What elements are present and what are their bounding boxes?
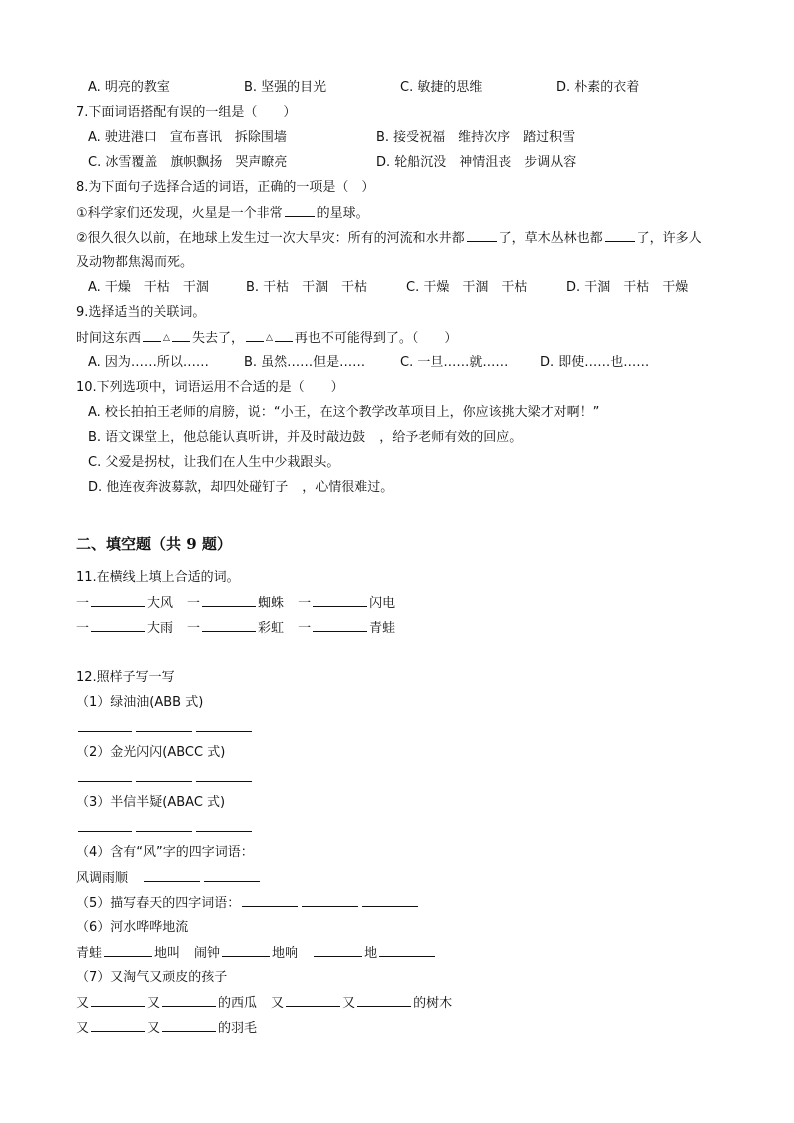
- q9-blank-2b[interactable]: [275, 329, 293, 342]
- answer-blank[interactable]: [196, 769, 252, 782]
- q11-blank[interactable]: [91, 619, 145, 632]
- q6-option-a: A. 明亮的教室: [88, 80, 170, 95]
- q11-row-2: [76, 619, 395, 638]
- q8-sentence-2: [76, 229, 702, 248]
- q12-part-3: （3）半信半疑(ABAC 式): [76, 795, 226, 810]
- q12-part-7: （7）又淘气又顽皮的孩子: [76, 970, 228, 985]
- q11-blank[interactable]: [313, 594, 367, 607]
- q12-p5-label: （5）描写春天的四字词语：: [76, 896, 241, 911]
- q11-word: 闪电: [369, 596, 396, 611]
- answer-blank[interactable]: [78, 769, 132, 782]
- q9-option-d: D. 即使……也……: [540, 355, 650, 370]
- q12-p7-you: 又: [342, 996, 356, 1011]
- q9-option-a: A. 因为……所以……: [88, 355, 209, 370]
- q9-stem: 9.选择适当的关联词。: [76, 305, 206, 320]
- q12-part-6: （6）河水哗哗地流: [76, 920, 189, 935]
- q12-part-2: （2）金光闪闪(ABCC 式): [76, 745, 226, 760]
- q9-s-post: 再也不可能得到了。（ ）: [294, 331, 458, 346]
- q9-blank-1b[interactable]: [172, 329, 190, 342]
- q8-sentence-1: [76, 204, 369, 223]
- q9-option-b: B. 虽然……但是……: [244, 355, 366, 370]
- q10-option-d: [88, 479, 393, 497]
- q12-p7-noun: 的羽毛: [218, 1021, 258, 1036]
- answer-blank[interactable]: [91, 994, 145, 1007]
- q7-option-b: B. 接受祝福 维持次序 踏过积雪: [376, 130, 576, 145]
- q6-option-b: B. 坚强的目光: [244, 80, 327, 95]
- answer-blank[interactable]: [222, 944, 270, 957]
- triangle-icon: △: [265, 333, 273, 343]
- q12-p6-word: 地叫: [154, 946, 181, 961]
- q9-blank-1a[interactable]: [143, 329, 161, 342]
- q9-sentence: [76, 329, 457, 348]
- q11-blank[interactable]: [313, 619, 367, 632]
- q12-p4-example: 风调雨顺: [76, 871, 129, 886]
- q11-stem: 11.在横线上填上合适的词。: [76, 570, 240, 585]
- q10-stem: 10.下列选项中，词语运用不合适的是（ ）: [76, 380, 344, 395]
- section-2-heading: 二、填空题（共 9 题）: [76, 535, 232, 553]
- answer-blank[interactable]: [91, 1019, 145, 1032]
- q9-blank-2a[interactable]: [246, 329, 264, 342]
- q10-b-post: ，给予老师有效的回应。: [379, 430, 523, 445]
- answer-blank[interactable]: [78, 819, 132, 832]
- q12-p7-you: 又: [271, 996, 285, 1011]
- answer-blank[interactable]: [144, 869, 200, 882]
- q11-word: 青蛙: [369, 621, 396, 636]
- q9-s-pre: 时间这东西: [76, 331, 142, 346]
- q8-s1-blank[interactable]: [285, 204, 315, 217]
- q6-option-d: D. 朴素的衣着: [556, 80, 640, 95]
- q8-s1-pre: ①科学家们还发现，火星是一个非常: [76, 206, 283, 221]
- q8-option-d: D. 干涸 干枯 干燥: [566, 280, 689, 295]
- answer-blank[interactable]: [242, 894, 298, 907]
- answer-blank[interactable]: [286, 994, 340, 1007]
- q10-option-a: A. 校长拍拍王老师的肩膀，说：“小王，在这个教学改革项目上，你应该挑大梁才对啊！”: [88, 405, 600, 420]
- answer-blank[interactable]: [379, 944, 435, 957]
- answer-blank[interactable]: [196, 719, 252, 732]
- q12-p7-noun: 的树木: [413, 996, 453, 1011]
- q11-word: 彩虹: [258, 621, 285, 636]
- q11-prefix: 一: [76, 596, 90, 611]
- q10-option-b: [88, 429, 522, 447]
- q12-part-7-line-2: [76, 1019, 257, 1038]
- q11-prefix: 一: [76, 621, 90, 636]
- q8-option-c: C. 干燥 干涸 干枯: [406, 280, 528, 295]
- q11-prefix: 一: [187, 596, 201, 611]
- q9-s-mid: 失去了，: [191, 331, 244, 346]
- q12-part-5: [76, 894, 420, 913]
- q10-d-pre: D. 他连夜奔波募款，却四处碰钉子: [88, 480, 289, 495]
- answer-blank[interactable]: [136, 719, 192, 732]
- q7-stem: 7.下面词语搭配有误的一组是（ ）: [76, 105, 297, 120]
- q12-p6-word: 闹钟: [194, 946, 221, 961]
- q12-part-4-line: [76, 869, 262, 888]
- q8-s2-pre: ②很久很久以前，在地球上发生过一次大旱灾：所有的河流和水井都: [76, 231, 465, 246]
- q11-prefix: 一: [298, 621, 312, 636]
- q7-option-c: C. 冰雪覆盖 旗帜飘扬 哭声瞭亮: [88, 155, 288, 170]
- q12-stem: 12.照样子写一写: [76, 670, 175, 685]
- answer-blank[interactable]: [204, 869, 260, 882]
- answer-blank[interactable]: [136, 819, 192, 832]
- q10-option-c: C. 父爱是拐杖，让我们在人生中少栽跟头。: [88, 455, 340, 470]
- answer-blank[interactable]: [104, 944, 152, 957]
- answer-blank[interactable]: [78, 719, 132, 732]
- q10-b-pre: B. 语文课堂上，他总能认真听讲，并及时敲边鼓: [88, 430, 366, 445]
- q12-p7-you: 又: [76, 996, 90, 1011]
- answer-blank[interactable]: [362, 894, 418, 907]
- answer-blank[interactable]: [196, 819, 252, 832]
- q12-part-1: （1）绿油油(ABB 式): [76, 695, 204, 710]
- q11-prefix: 一: [187, 621, 201, 636]
- q8-s2-mid: 了，草木丛林也都: [498, 231, 603, 246]
- q12-p7-you: 又: [76, 1021, 90, 1036]
- q12-p6-word: 地响: [272, 946, 299, 961]
- q9-option-c: C. 一旦……就……: [400, 355, 509, 370]
- q8-stem: 8.为下面句子选择合适的词语，正确的一项是（ ）: [76, 180, 375, 195]
- q11-row-1: [76, 594, 395, 613]
- answer-blank[interactable]: [162, 1019, 216, 1032]
- q11-blank[interactable]: [202, 619, 256, 632]
- q8-option-a: A. 干燥 干枯 干涸: [88, 280, 209, 295]
- q7-option-d: D. 轮船沉没 神情沮丧 步调从容: [376, 155, 577, 170]
- q8-s2-blank-1[interactable]: [467, 229, 497, 242]
- triangle-icon: △: [163, 333, 170, 343]
- q8-s1-post: 的星球。: [316, 206, 369, 221]
- answer-blank[interactable]: [357, 994, 411, 1007]
- q12-p6-word: 青蛙: [76, 946, 103, 961]
- q10-d-post: ，心情很难过。: [302, 480, 394, 495]
- q11-blank[interactable]: [202, 594, 256, 607]
- q8-sentence-2-cont: 及动物都焦渴而死。: [76, 255, 194, 270]
- answer-blank[interactable]: [136, 769, 192, 782]
- q7-option-a: A. 驶进港口 宣布喜讯 拆除围墙: [88, 130, 287, 145]
- q12-p6-word: 地: [364, 946, 378, 961]
- q12-part-1-blanks: [76, 719, 254, 738]
- q12-part-6-line: [76, 944, 437, 963]
- q12-p7-you: 又: [147, 1021, 161, 1036]
- answer-blank[interactable]: [162, 994, 216, 1007]
- q11-word: 大风: [147, 596, 174, 611]
- q12-part-4: （4）含有“风”字的四字词语：: [76, 845, 254, 860]
- q8-s2-post: 了，许多人: [636, 231, 702, 246]
- q12-p7-you: 又: [147, 996, 161, 1011]
- q12-part-2-blanks: [76, 769, 254, 788]
- q11-blank[interactable]: [91, 594, 145, 607]
- q8-option-b: B. 干枯 干涸 干枯: [246, 280, 368, 295]
- q12-p7-noun: 的西瓜: [218, 996, 258, 1011]
- q11-word: 大雨: [147, 621, 174, 636]
- answer-blank[interactable]: [314, 944, 362, 957]
- q11-word: 蜘蛛: [258, 596, 285, 611]
- q8-s2-blank-2[interactable]: [605, 229, 635, 242]
- q11-prefix: 一: [298, 596, 312, 611]
- q12-part-3-blanks: [76, 819, 254, 838]
- q12-part-7-line-1: [76, 994, 452, 1013]
- answer-blank[interactable]: [302, 894, 358, 907]
- q6-option-c: C. 敏捷的思维: [400, 80, 483, 95]
